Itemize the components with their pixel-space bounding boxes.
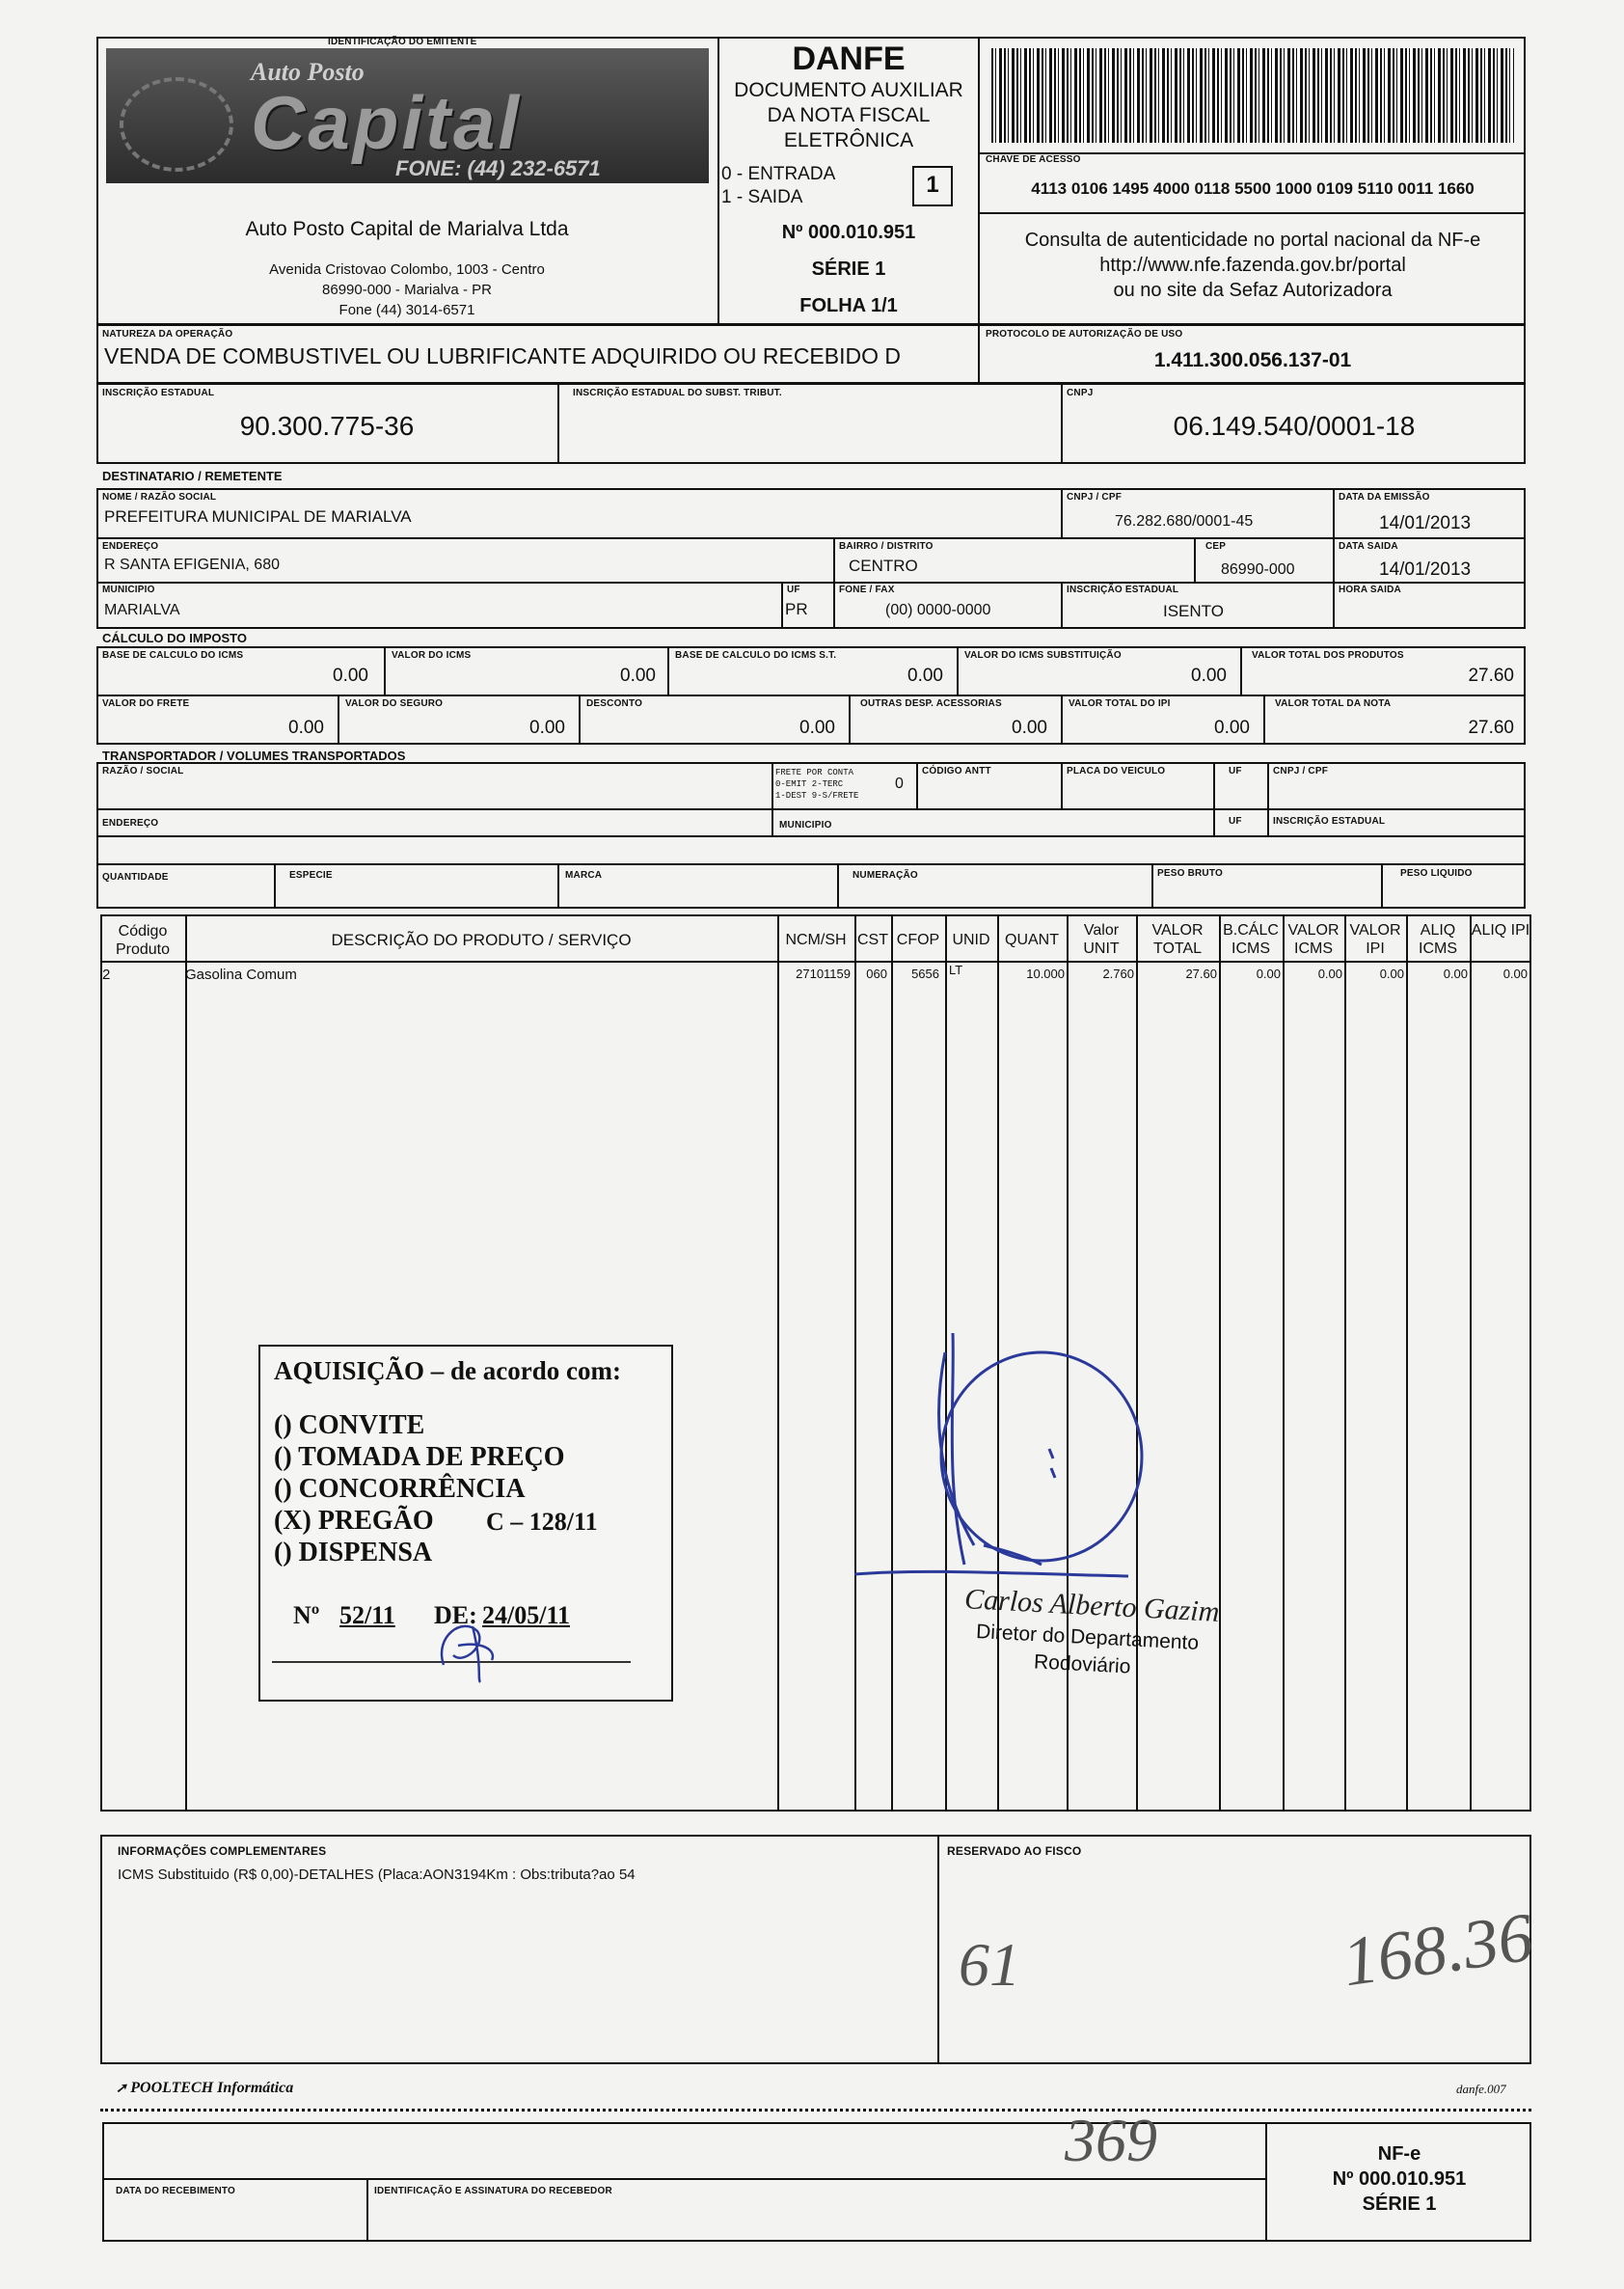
tear-line (100, 2109, 1531, 2112)
stamp-line4b: C – 128/11 (486, 1508, 598, 1536)
company-address2: 86990-000 - Marialva - PR (322, 282, 492, 298)
signature-role1: Diretor do Departamento (975, 1620, 1200, 1655)
dest-emissao: 14/01/2013 (1379, 513, 1472, 533)
cell-vtotal: 27.60 (1185, 967, 1217, 981)
footer-hand: 369 (1065, 2106, 1157, 2174)
icms-st-label: VALOR DO ICMS SUBSTITUIÇÃO (964, 650, 1122, 661)
consulta-line2: http://www.nfe.fazenda.gov.br/portal (1099, 255, 1406, 276)
cell-bc: 0.00 (1256, 967, 1281, 981)
dest-saida-label: DATA SAIDA (1339, 541, 1398, 552)
destinatario-section: DESTINATARIO / REMETENTE (102, 469, 283, 483)
cell-cst: 060 (866, 967, 887, 981)
total-nota-label: VALOR TOTAL DA NOTA (1275, 698, 1392, 709)
ipi: 0.00 (1214, 718, 1250, 738)
cell-unid: LT (949, 963, 963, 977)
transp-quantidade-label: QUANTIDADE (102, 872, 169, 883)
assinatura-label: IDENTIFICAÇÃO E ASSINATURA DO RECEBEDOR (374, 2186, 612, 2196)
logo-graphic-icon (120, 77, 233, 172)
footer-brand (116, 2080, 293, 2097)
dest-uf: PR (785, 600, 808, 618)
th-vicms: VALOR ICMS (1287, 922, 1340, 957)
cell-aipi: 0.00 (1502, 967, 1528, 981)
transp-endereco-label: ENDEREÇO (102, 818, 159, 829)
cell-vipi: 0.00 (1379, 967, 1404, 981)
company-name: Auto Posto Capital de Marialva Ltda (245, 218, 569, 240)
protocolo-label: PROTOCOLO DE AUTORIZAÇÃO DE USO (986, 329, 1183, 340)
transp-uf-label: UF (1229, 766, 1242, 777)
cell-vunit: 2.760 (1102, 967, 1134, 981)
bc-st: 0.00 (907, 666, 943, 686)
natureza-value: VENDA DE COMBUSTIVEL OU LUBRIFICANTE ADQUIRIDO OU RECEBIDO D (104, 343, 902, 368)
footer-serie: SÉRIE 1 (1362, 2194, 1437, 2215)
emitente-label: IDENTIFICAÇÃO DO EMITENTE (328, 37, 477, 47)
cell-vicms: 0.00 (1317, 967, 1342, 981)
cell-aicms: 0.00 (1443, 967, 1468, 981)
cnpj-value: 06.149.540/0001-18 (1173, 411, 1416, 441)
stamp-de-prefix: DE: (434, 1601, 477, 1629)
transp-frete1: FRETE POR CONTA (775, 768, 854, 777)
transp-marca-label: MARCA (565, 870, 603, 881)
th-aipi: ALIQ IPI (1471, 922, 1530, 939)
dest-ie: ISENTO (1163, 602, 1224, 620)
th-cst: CST (857, 932, 888, 948)
footer-numero: Nº 000.010.951 (1332, 2168, 1467, 2190)
protocolo-value: 1.411.300.056.137-01 (1153, 349, 1352, 371)
stamp-nr-prefix: Nº (293, 1601, 320, 1629)
dest-hora-label: HORA SAIDA (1339, 585, 1401, 595)
icms: 0.00 (620, 666, 656, 686)
footer-brand-text: POOLTECH Informática (130, 2080, 294, 2096)
stamp-initials-icon (424, 1607, 511, 1684)
cell-quant: 10.000 (1026, 967, 1065, 981)
info-label: INFORMAÇÕES COMPLEMENTARES (118, 1844, 327, 1858)
footer-nfe: NF-e (1377, 2143, 1421, 2165)
company-logo (106, 48, 709, 183)
transp-ie-label: INSCRIÇÃO ESTADUAL (1273, 816, 1386, 827)
fisco-hand1: 61 (959, 1930, 1020, 1999)
danfe-numero: Nº 000.010.951 (781, 222, 916, 243)
th-quant: QUANT (1005, 932, 1059, 948)
outras: 0.00 (1012, 718, 1047, 738)
recebimento-label: DATA DO RECEBIMENTO (116, 2186, 235, 2196)
danfe-tipo: 1 (926, 172, 939, 198)
transp-razao-label: RAZÃO / SOCIAL (102, 766, 184, 777)
dest-cnpj: 76.282.680/0001-45 (1115, 513, 1254, 530)
dest-fone-label: FONE / FAX (839, 585, 895, 595)
logo-word: Capital (251, 80, 523, 165)
dest-emissao-label: DATA DA EMISSÃO (1339, 492, 1430, 503)
transp-peso-liquido-label: PESO LIQUIDO (1400, 868, 1473, 879)
dest-endereco: R SANTA EFIGENIA, 680 (104, 557, 280, 573)
table-column-divider (1470, 914, 1472, 1812)
table-column-divider (1344, 914, 1346, 1812)
bc-icms: 0.00 (333, 666, 368, 686)
imposto-section: CÁLCULO DO IMPOSTO (102, 631, 247, 645)
pooltech-logo-icon: ➚ (116, 2082, 131, 2096)
stamp-line1: () CONVITE (274, 1410, 425, 1440)
bc-icms-label: BASE DE CALCULO DO ICMS (102, 650, 244, 661)
table-column-divider (1406, 914, 1408, 1812)
danfe-entrada: 0 - ENTRADA (721, 164, 836, 184)
aquisicao-stamp (258, 1345, 673, 1702)
transp-placa-label: PLACA DO VEICULO (1067, 766, 1166, 777)
stamp-nr: 52/11 (339, 1601, 395, 1629)
danfe-folha: FOLHA 1/1 (799, 295, 898, 316)
ie-value: 90.300.775-36 (239, 411, 415, 441)
th-vtotal: VALOR TOTAL (1151, 922, 1204, 957)
dest-cnpj-label: CNPJ / CPF (1067, 492, 1123, 503)
dest-nome: PREFEITURA MUNICIPAL DE MARIALVA (104, 507, 412, 526)
transp-peso-bruto-label: PESO BRUTO (1157, 868, 1223, 879)
transp-frete-val: 0 (895, 776, 904, 792)
seguro-label: VALOR DO SEGURO (345, 698, 444, 709)
dest-fone: (00) 0000-0000 (885, 602, 991, 618)
total-prod-label: VALOR TOTAL DOS PRODUTOS (1252, 650, 1404, 661)
dest-endereco-label: ENDEREÇO (102, 541, 159, 552)
barcode-image (991, 48, 1514, 143)
transp-municipio-label: MUNICIPIO (779, 820, 832, 831)
chave-label: CHAVE DE ACESSO (986, 154, 1081, 165)
table-column-divider (185, 914, 187, 1812)
stamp-line4a: (X) PREGÃO (274, 1506, 434, 1536)
dest-saida: 14/01/2013 (1379, 559, 1472, 580)
cell-descricao: Gasolina Comum (185, 967, 297, 983)
cnpj-label: CNPJ (1067, 388, 1094, 398)
outras-label: OUTRAS DESP. ACESSORIAS (860, 698, 1002, 709)
table-column-divider (1219, 914, 1221, 1812)
dest-municipio: MARIALVA (104, 602, 180, 618)
total-nota: 27.60 (1468, 718, 1514, 738)
danfe-saida: 1 - SAIDA (721, 187, 803, 207)
table-column-divider (1283, 914, 1285, 1812)
danfe-subtitle3: ELETRÔNICA (783, 129, 914, 151)
natureza-label: NATUREZA DA OPERAÇÃO (102, 329, 233, 340)
desconto-label: DESCONTO (586, 698, 643, 709)
total-prod: 27.60 (1468, 666, 1514, 686)
signature-name: Carlos Alberto Gazim (963, 1583, 1221, 1628)
ie-st-label: INSCRIÇÃO ESTADUAL DO SUBST. TRIBUT. (573, 388, 782, 398)
danfe-serie: SÉRIE 1 (811, 259, 886, 280)
seguro: 0.00 (529, 718, 565, 738)
consulta-line3: ou no site da Sefaz Autorizadora (1113, 280, 1393, 301)
consulta-line1: Consulta de autenticidade no portal nacional da NF-e (1024, 230, 1481, 251)
frete: 0.00 (288, 718, 324, 738)
fisco-label: RESERVADO AO FISCO (947, 1844, 1082, 1858)
dest-municipio-label: MUNICIPIO (102, 585, 155, 595)
footer-code: danfe.007 (1456, 2082, 1506, 2096)
ipi-label: VALOR TOTAL DO IPI (1069, 698, 1171, 709)
transp-especie-label: ESPECIE (289, 870, 333, 881)
bc-st-label: BASE DE CALCULO DO ICMS S.T. (675, 650, 837, 661)
logo-phone: FONE: (44) 232-6571 (395, 156, 601, 180)
th-descricao: DESCRIÇÃO DO PRODUTO / SERVIÇO (331, 931, 632, 949)
stamp-title: AQUISIÇÃO – de acordo com: (274, 1356, 621, 1385)
dest-ie-label: INSCRIÇÃO ESTADUAL (1067, 585, 1179, 595)
cell-codigo: 2 (102, 967, 111, 983)
dest-bairro: CENTRO (849, 557, 918, 575)
stamp-line5: () DISPENSA (274, 1538, 433, 1567)
cell-ncm: 27101159 (796, 967, 851, 981)
transp-numeracao-label: NUMERAÇÃO (853, 870, 918, 881)
dest-bairro-label: BAIRRO / DISTRITO (839, 541, 934, 552)
stamp-line2: () TOMADA DE PREÇO (274, 1442, 565, 1472)
th-ncm: NCM/SH (785, 932, 847, 948)
signature-role2: Rodoviário (1033, 1650, 1131, 1678)
info-text: ICMS Substituido (R$ 0,00)-DETALHES (Placa:AON3194Km : Obs:tributa?ao 54 (118, 1867, 636, 1883)
icms-label: VALOR DO ICMS (392, 650, 472, 661)
stamp-de: 24/05/11 (482, 1601, 571, 1629)
th-aicms: ALIQ ICMS (1419, 922, 1457, 957)
transportador-section: TRANSPORTADOR / VOLUMES TRANSPORTADOS (102, 749, 406, 763)
icms-st: 0.00 (1191, 666, 1227, 686)
frete-label: VALOR DO FRETE (102, 698, 190, 709)
th-bc: B.CÁLC ICMS (1223, 922, 1279, 957)
table-column-divider (777, 914, 779, 1812)
ie-label: INSCRIÇÃO ESTADUAL (102, 388, 215, 398)
logo-line1: Auto Posto (251, 58, 365, 86)
transp-uf2-label: UF (1229, 816, 1242, 827)
transp-frete2: 0-EMIT 2-TERC (775, 779, 844, 789)
stamp-line3: () CONCORRÊNCIA (274, 1474, 526, 1504)
th-unid: UNID (952, 932, 990, 948)
th-vipi: VALOR IPI (1349, 922, 1401, 957)
danfe-subtitle1: DOCUMENTO AUXILIAR (734, 79, 963, 101)
desconto: 0.00 (799, 718, 835, 738)
transp-frete3: 1-DEST 9-S/FRETE (775, 791, 859, 801)
th-codigo: Código Produto (115, 923, 171, 958)
fisco-hand2: 168.36 (1338, 1897, 1538, 2002)
transp-antt-label: CÓDIGO ANTT (922, 766, 991, 777)
dest-cep: 86990-000 (1221, 561, 1295, 578)
transp-cnpj-label: CNPJ / CPF (1273, 766, 1329, 777)
danfe-title: DANFE (792, 41, 906, 77)
chave-value: 4113 0106 1495 4000 0118 5500 1000 0109 5110 0011 1660 (1031, 179, 1475, 198)
danfe-subtitle2: DA NOTA FISCAL (767, 104, 931, 126)
cell-cfop: 5656 (911, 967, 939, 981)
dest-nome-label: NOME / RAZÃO SOCIAL (102, 492, 217, 503)
company-phone: Fone (44) 3014-6571 (338, 302, 475, 318)
th-vunit: Valor UNIT (1083, 922, 1120, 957)
company-address1: Avenida Cristovao Colombo, 1003 - Centro (269, 261, 545, 278)
th-cfop: CFOP (896, 932, 940, 948)
dest-cep-label: CEP (1205, 541, 1227, 552)
dest-uf-label: UF (787, 585, 800, 595)
